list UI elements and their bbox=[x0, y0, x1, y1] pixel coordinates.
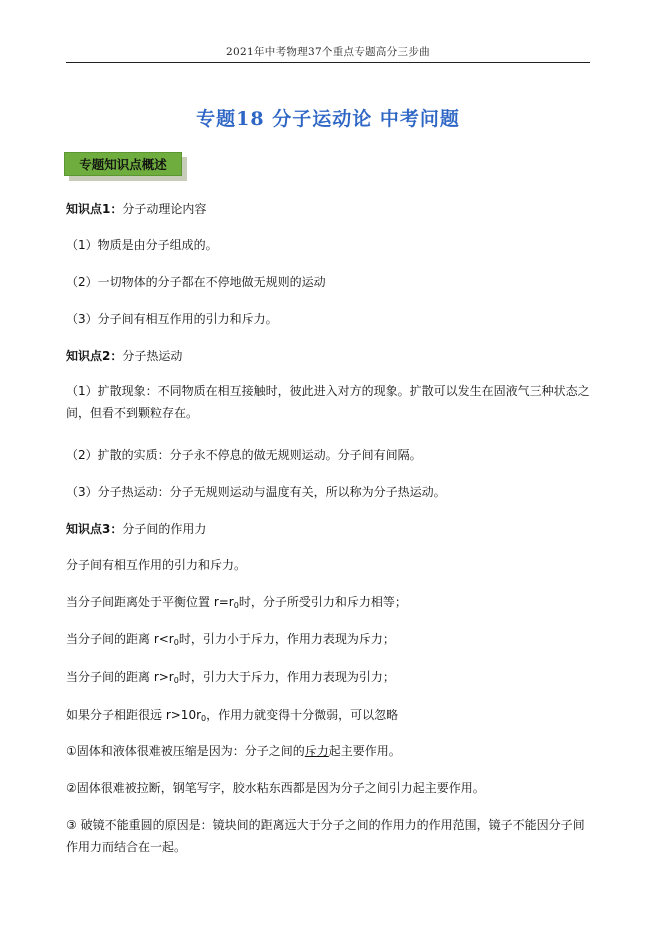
kp3-line-negligible bbox=[66, 706, 596, 728]
kp3-line-attraction bbox=[66, 668, 596, 690]
kp2-item-3: （3）分子热运动：分子无规则运动与温度有关，所以称为分子热运动。 bbox=[66, 485, 446, 499]
kp3-conclusion-1 bbox=[66, 742, 596, 760]
kp3-l1-text-a: 当分子间距离处于平衡位置 r=r bbox=[66, 595, 234, 609]
kp2-item-1: （1）扩散现象：不同物质在相互接触时，彼此进入对方的现象。扩散可以发生在固液气三种状态之间，但看不到颗粒存在。 bbox=[66, 384, 590, 420]
section-badge: 专题知识点概述 bbox=[64, 152, 182, 176]
knowledge-point-3-heading bbox=[66, 520, 596, 538]
header-rule bbox=[66, 62, 590, 63]
kp3-l4-text-b: ，作用力就变得十分微弱，可以忽略 bbox=[206, 708, 399, 722]
kp3-conclusion-3: ③ 破镜不能重圆的原因是：镜块间的距离远大于分子之间的作用力的作用范围，镜子不能因分子间作用力而结合在一起。 bbox=[66, 818, 585, 854]
kp1-item-2: （2）一切物体的分子都在不停地做无规则的运动 bbox=[66, 275, 326, 289]
kp2-label: 知识点2： bbox=[66, 349, 123, 363]
kp3-label: 知识点3： bbox=[66, 522, 123, 536]
kp3-line-repulsion bbox=[66, 630, 596, 652]
kp3-l2-subscript: 0 bbox=[173, 638, 179, 647]
kp3-l1-text-b: 时，分子所受引力和斥力相等； bbox=[238, 595, 407, 609]
document-title: 专题18 分子运动论 中考问题 bbox=[196, 108, 460, 130]
kp3-c1-text-b: 起主要作用。 bbox=[328, 744, 401, 758]
kp3-text: 分子间的作用力 bbox=[122, 522, 207, 536]
kp2-item-2: （2）扩散的实质：分子永不停息的做无规则运动。分子间有间隔。 bbox=[66, 448, 422, 462]
kp2-text: 分子热运动 bbox=[122, 349, 183, 363]
kp3-l3-subscript: 0 bbox=[173, 676, 179, 685]
kp3-l2-text-b: 时，引力小于斥力，作用力表现为斥力； bbox=[178, 632, 395, 646]
kp3-intro: 分子间有相互作用的引力和斥力。 bbox=[66, 558, 247, 572]
kp3-l3-text-a: 当分子间的距离 r>r bbox=[66, 670, 174, 684]
knowledge-point-1-heading bbox=[66, 200, 596, 218]
kp3-l1-subscript: 0 bbox=[233, 601, 239, 610]
kp3-l4-text-a: 如果分子相距很远 r>10r bbox=[66, 708, 202, 722]
knowledge-point-2-heading bbox=[66, 347, 596, 365]
kp3-l3-text-b: 时，引力大于斥力，作用力表现为引力； bbox=[178, 670, 395, 684]
kp3-line-equilibrium bbox=[66, 593, 596, 615]
kp1-text: 分子动理论内容 bbox=[122, 202, 207, 216]
kp3-c1-underlined: 斥力 bbox=[304, 744, 329, 758]
kp3-l4-subscript: 0 bbox=[201, 714, 207, 723]
kp1-item-3: （3）分子间有相互作用的引力和斥力。 bbox=[66, 312, 278, 326]
running-header: 2021年中考物理37个重点专题高分三步曲 bbox=[226, 46, 430, 58]
kp3-l2-text-a: 当分子间的距离 r<r bbox=[66, 632, 174, 646]
kp1-label: 知识点1： bbox=[66, 202, 123, 216]
kp3-conclusion-2: ②固体很难被拉断，钢笔写字，胶水粘东西都是因为分子之间引力起主要作用。 bbox=[66, 781, 485, 795]
section-badge-wrapper bbox=[64, 152, 188, 182]
kp3-c1-text-a: ①固体和液体很难被压缩是因为：分子之间的 bbox=[66, 744, 305, 758]
kp1-item-1: （1）物质是由分子组成的。 bbox=[66, 238, 218, 252]
